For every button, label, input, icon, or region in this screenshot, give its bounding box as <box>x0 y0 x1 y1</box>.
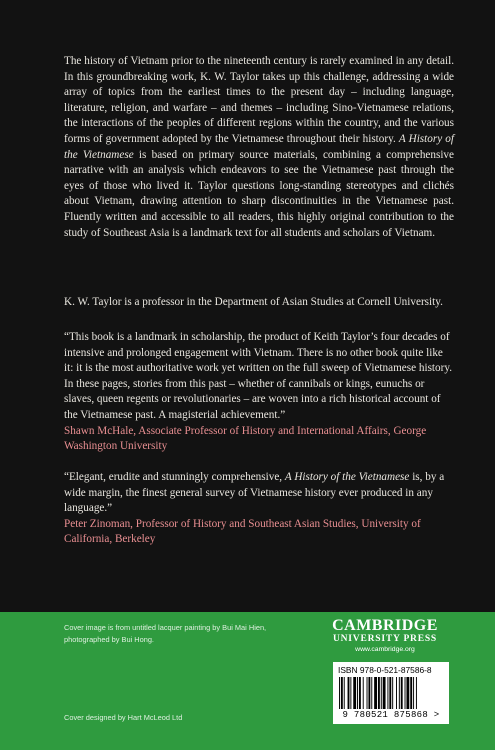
description-part-1: The history of Vietnam prior to the nineteenth century is rarely examined in any detail. In this groundbreaking work, K. W. Taylor takes up this challenge, addressing a wide array of topics from the earliest times to the present day – including language, literature, religion, and warfare – and themes – including Sino-Vietnamese relations, the interactions of the peoples of different regions within the country, and the various forms of government adopted by the Vietnamese throughout their history. <box>64 55 454 145</box>
description-part-2: is based on primary source materials, combining a comprehensive narrative with an analysis which endeavors to see the Vietnamese past through the eyes of those who lived it. Taylor questions long-standing stereotypes and clichés about Vietnam, drawing attention to sharp discontinuities in the Vietnamese past. Fluently written and accessible to all readers, this highly original contribution to the study of Southeast Asia is a landmark text for all students and scholars of Vietnam. <box>64 148 454 239</box>
quote-2-book-title: A History of the Vietnamese <box>284 471 410 483</box>
author-bio: K. W. Taylor is a professor in the Department of Asian Studies at Cornell University. <box>64 296 443 308</box>
quote-1-text: “This book is a landmark in scholarship, the product of Keith Taylor’s four decades of intensive and prolonged engagement with Vietnam. There is no other book quite like it: it is the most authoritative work yet written on the full sweep of Vietnamese history. In these pages, stories from this past – whether of cannibals or kings, eunuchs or slaves, queen regents or revolutionaries – are woven into a rich historical account of the Vietnamese past. A magisterial achievement.” <box>64 331 453 421</box>
review-quote-2 <box>64 470 454 548</box>
quote-2-attribution: Peter Zinoman, Professor of History and Southeast Asian Studies, University of California, Berkeley <box>64 517 421 546</box>
publisher-url: www.cambridge.org <box>355 646 415 653</box>
quote-1-attribution: Shawn McHale, Associate Professor of History and International Affairs, George Washington University <box>64 424 427 453</box>
quote-2-text-before: “Elegant, erudite and stunningly comprehensive, <box>64 471 285 483</box>
quote-2-text-after: is, by a wide margin, the finest general survey of Vietnamese history ever produced in any language.” <box>64 471 445 515</box>
description-book-title: A History of the Vietnamese <box>64 132 454 161</box>
publisher-name: CAMBRIDGE <box>332 617 438 634</box>
publisher-subname: UNIVERSITY PRESS <box>332 634 438 644</box>
book-description <box>64 54 454 241</box>
isbn-label: ISBN 978-0-521-87586-8 <box>338 665 432 675</box>
publisher-logo <box>325 618 445 655</box>
barcode-box <box>333 662 449 724</box>
barcode-digits: 9 780521 875868 > <box>342 710 440 720</box>
review-quote-1 <box>64 330 454 455</box>
cover-image-credit: Cover image is from untitled lacquer painting by Bui Mai Hien, photographed by Bui Hong. <box>64 623 267 644</box>
barcode-icon <box>337 677 445 709</box>
cover-design-credit: Cover designed by Hart McLeod Ltd <box>64 713 183 722</box>
